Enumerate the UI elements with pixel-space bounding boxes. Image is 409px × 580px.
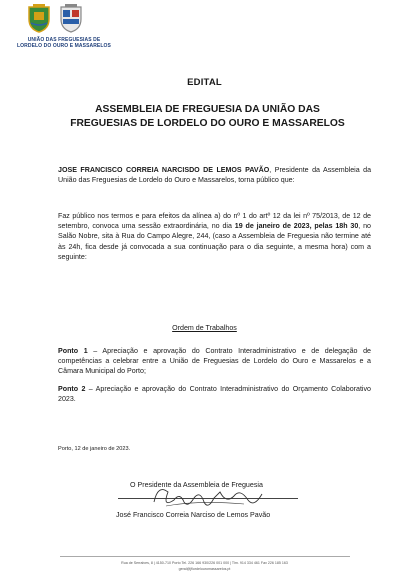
session-date: 19 de janeiro de 2023, pelas 18h 30 <box>234 222 359 231</box>
header-logos <box>14 4 114 49</box>
intro-paragraph: JOSE FRANCISCO CORREIA NARCISDO DE LEMOS PAVÃO, Presidente da Assembleia da União das Freguesias de Lordelo do Ouro e Massarelos, torna público que: <box>58 166 372 185</box>
agenda-item-1: Ponto 1 – Apreciação e aprovação do Contrato Interadministrativo e de delegação de competências a celebrar entre a União de Freguesias de Lordelo do Ouro e Massarelos e a Câmara Municipal do Porto; <box>58 347 371 376</box>
massarelos-coat-of-arms-icon <box>58 4 84 34</box>
agenda-item-2: Ponto 2 – Apreciação e aprovação do Contrato Interadministrativo do Orçamento Colaborativo 2023. <box>58 385 371 404</box>
signatory-name: José Francisco Correia Narciso de Lemos Pavão <box>116 511 271 519</box>
agenda-heading: Ordem de Trabalhos <box>172 324 237 332</box>
lordelo-coat-of-arms-icon <box>26 4 52 34</box>
footer-divider <box>60 556 350 557</box>
document-title: EDITAL <box>187 77 222 88</box>
president-name: JOSE FRANCISCO CORREIA NARCISDO DE LEMOS PAVÃO <box>58 166 270 174</box>
footer-email: geral@jflordelouromassarelos.pt <box>178 567 231 571</box>
footer-contacts: Rua de Serralves, 8 | 4150-710 Porto Tel. 226 166 930/226 001 000 | Tlm. 914 334 461 Fax 226 185 163 geral@jflordelouromassarelos.pt <box>0 560 409 572</box>
organization-name: UNIÃO DAS FREGUESIAS DE LORDELO DO OURO E MASSARELOS <box>17 37 111 49</box>
place-and-date: Porto, 12 de janeiro de 2023. <box>58 446 131 452</box>
document-heading: ASSEMBLEIA DE FREGUESIA DA UNIÃO DAS FREGUESIAS DE LORDELO DO OURO E MASSARELOS <box>70 104 345 129</box>
signature-title: O Presidente da Assembleia de Freguesia <box>130 481 263 489</box>
convocation-paragraph: Faz público nos termos e para efeitos da alínea a) do nº 1 do artº 12 da lei nº 75/2013, de 12 de setembro, convoca uma sessão extraordinária, no dia 19 de janeiro de 2023, pelas 18h 30, no Salão Nobre, sita à Rua do Campo Alegre, 244, (caso a Assembleia de Freguesia não termine até às 24h, fica desde já convocada a sua continuação para o dia seguinte, a mesma hora) com a seguinte: <box>58 212 371 261</box>
